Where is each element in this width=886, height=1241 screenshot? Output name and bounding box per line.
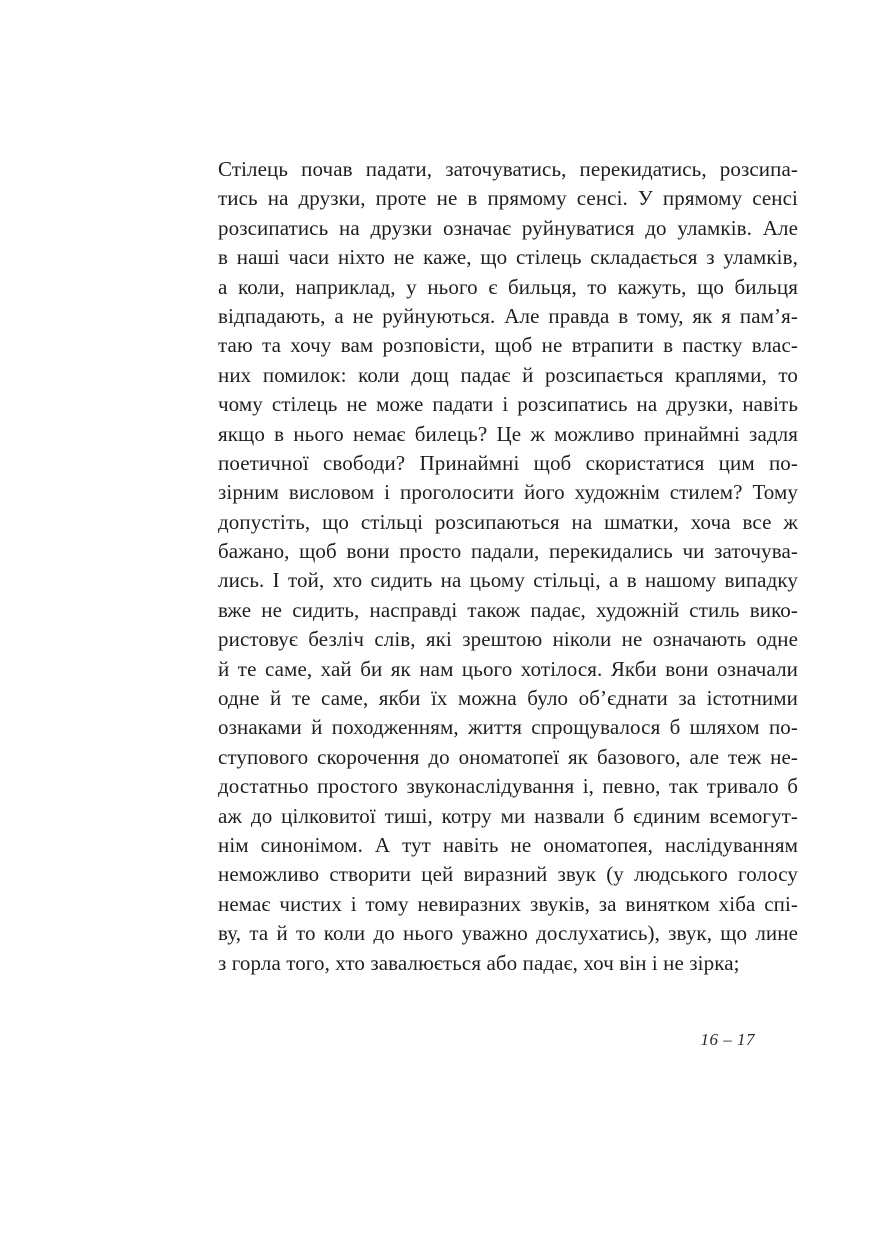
text-line: ву, та й то коли до нього уважно дослухатись), звук, що лине [218, 921, 798, 946]
text-line: з горла того, хто завалюється або падає, хоч він і не зірка; [218, 950, 740, 975]
text-line: ознаками й походженням, життя спрощувалося б шляхом по- [218, 715, 798, 740]
text-line: розсипатись на друзки означає руйнуватися до уламків. Але [218, 215, 798, 240]
text-line: відпадають, а не руйнуються. Але правда в тому, як я пам’я- [218, 303, 798, 328]
text-line: зірним висловом і проголосити його художнім стилем? Тому [218, 480, 798, 505]
text-line: неможливо створити цей виразний звук (у людського голосу [218, 862, 798, 887]
text-line: ристовує безліч слів, які зрештою ніколи не означають одне [218, 627, 798, 652]
text-line: допустіть, що стільці розсипаються на шматки, хоча все ж [218, 509, 798, 534]
text-line: поетичної свободи? Принаймні щоб скористатися цим по- [218, 450, 798, 475]
text-line: вже не сидить, насправді також падає, художній стиль вико- [218, 597, 798, 622]
text-line: аж до цілковитої тиші, котру ми назвали б єдиним всемогут- [218, 803, 798, 828]
text-line: чому стілець не може падати і розсипатись на друзки, навіть [218, 392, 798, 417]
text-line: якщо в нього немає билець? Це ж можливо принаймні задля [218, 421, 798, 446]
text-line: а коли, наприклад, у нього є бильця, то кажуть, що бильця [218, 274, 798, 299]
text-line: достатньо простого звуконаслідування і, певно, так тривало б [218, 774, 798, 799]
text-line: таю та хочу вам розповісти, щоб не втрапити в пастку влас- [218, 333, 798, 358]
text-line: одне й те саме, якби їх можна було об’єднати за істотними [218, 686, 798, 711]
text-line: них помилок: коли дощ падає й розсипається краплями, то [218, 362, 798, 387]
text-line: ступового скорочення до ономатопеї як базового, але теж не- [218, 744, 798, 769]
page-number: 16 – 17 [700, 1030, 755, 1049]
page-text [218, 155, 798, 978]
text-line: й те саме, хай би як нам цього хотілося. Якби вони означали [218, 656, 798, 681]
text-line: тись на друзки, проте не в прямому сенсі. У прямому сенсі [218, 186, 798, 211]
text-line: в наші часи ніхто не каже, що стілець складається з уламків, [218, 245, 798, 270]
text-line: нім синонімом. А тут навіть не ономатопея, наслідуванням [218, 832, 798, 857]
text-line: бажано, щоб вони просто падали, перекидались чи заточува- [218, 539, 798, 564]
text-line: лись. І той, хто сидить на цьому стільці, а в нашому випадку [218, 568, 798, 593]
text-line: немає чистих і тому невиразних звуків, за винятком хіба спі- [218, 891, 798, 916]
text-line: Стілець почав падати, заточуватись, перекидатись, розсипа- [218, 157, 798, 181]
